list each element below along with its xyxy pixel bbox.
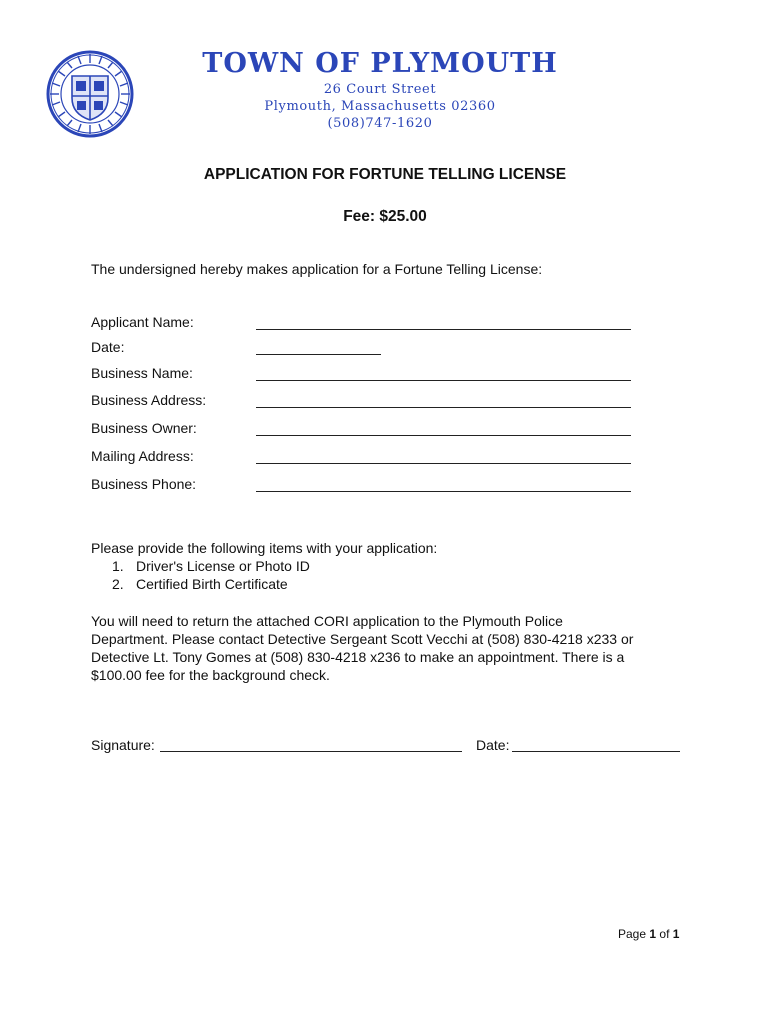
document-title: APPLICATION FOR FORTUNE TELLING LICENSE	[203, 166, 567, 183]
cori-instructions	[91, 612, 691, 684]
list-item	[112, 575, 310, 593]
intro-text: The undersigned hereby makes application for a Fortune Telling License:	[91, 261, 543, 277]
field-label: Mailing Address:	[91, 448, 194, 464]
business-owner-field	[91, 420, 651, 440]
field-label: Business Address:	[91, 392, 207, 408]
item-text: Driver's License or Photo ID	[136, 558, 310, 574]
field-label: Business Owner:	[91, 420, 197, 436]
business-name-field	[91, 365, 651, 385]
signature-label: Signature:	[91, 737, 155, 753]
town-seal-logo	[46, 50, 134, 138]
date-blank[interactable]	[256, 354, 381, 355]
field-label: Business Name:	[91, 365, 193, 381]
date-field	[91, 339, 651, 359]
town-street: 26 Court Street	[323, 82, 437, 97]
list-item	[112, 557, 310, 575]
page-word: Page	[618, 927, 647, 941]
cori-line: You will need to return the attached CORI application to the Plymouth Police	[91, 613, 563, 629]
signature-date-label: Date:	[476, 737, 510, 753]
required-items-list	[112, 557, 310, 593]
business-owner-blank[interactable]	[256, 435, 631, 436]
business-address-field	[91, 392, 651, 412]
business-phone-field	[91, 476, 651, 496]
town-phone: (508)747-1620	[327, 116, 433, 131]
field-label: Applicant Name:	[91, 314, 194, 330]
business-address-blank[interactable]	[256, 407, 631, 408]
item-number: 1.	[112, 558, 124, 574]
business-phone-blank[interactable]	[256, 491, 631, 492]
items-intro: Please provide the following items with your application:	[91, 540, 438, 556]
signature-date-blank[interactable]	[512, 751, 680, 752]
field-label: Business Phone:	[91, 476, 197, 492]
item-number: 2.	[112, 576, 124, 592]
town-title: TOWN OF PLYMOUTH	[202, 48, 558, 79]
field-label: Date:	[91, 339, 125, 355]
town-city: Plymouth, Massachusetts 02360	[264, 99, 496, 114]
page-number	[618, 927, 679, 941]
cori-line: Department. Please contact Detective Sergeant Scott Vecchi at (508) 830-4218 x233 or	[91, 631, 634, 647]
total-pages: 1	[672, 927, 680, 941]
applicant-name-blank[interactable]	[256, 329, 631, 330]
current-page: 1	[649, 927, 657, 941]
item-text: Certified Birth Certificate	[136, 576, 288, 592]
mailing-address-field	[91, 448, 651, 468]
cori-line: $100.00 fee for the background check.	[91, 667, 330, 683]
fee-amount: Fee: $25.00	[343, 208, 427, 225]
cori-line: Detective Lt. Tony Gomes at (508) 830-4218 x236 to make an appointment. There is a	[91, 649, 625, 665]
mailing-address-blank[interactable]	[256, 463, 631, 464]
applicant-name-field	[91, 314, 651, 334]
business-name-blank[interactable]	[256, 380, 631, 381]
of-word: of	[659, 927, 670, 941]
signature-blank[interactable]	[160, 751, 462, 752]
